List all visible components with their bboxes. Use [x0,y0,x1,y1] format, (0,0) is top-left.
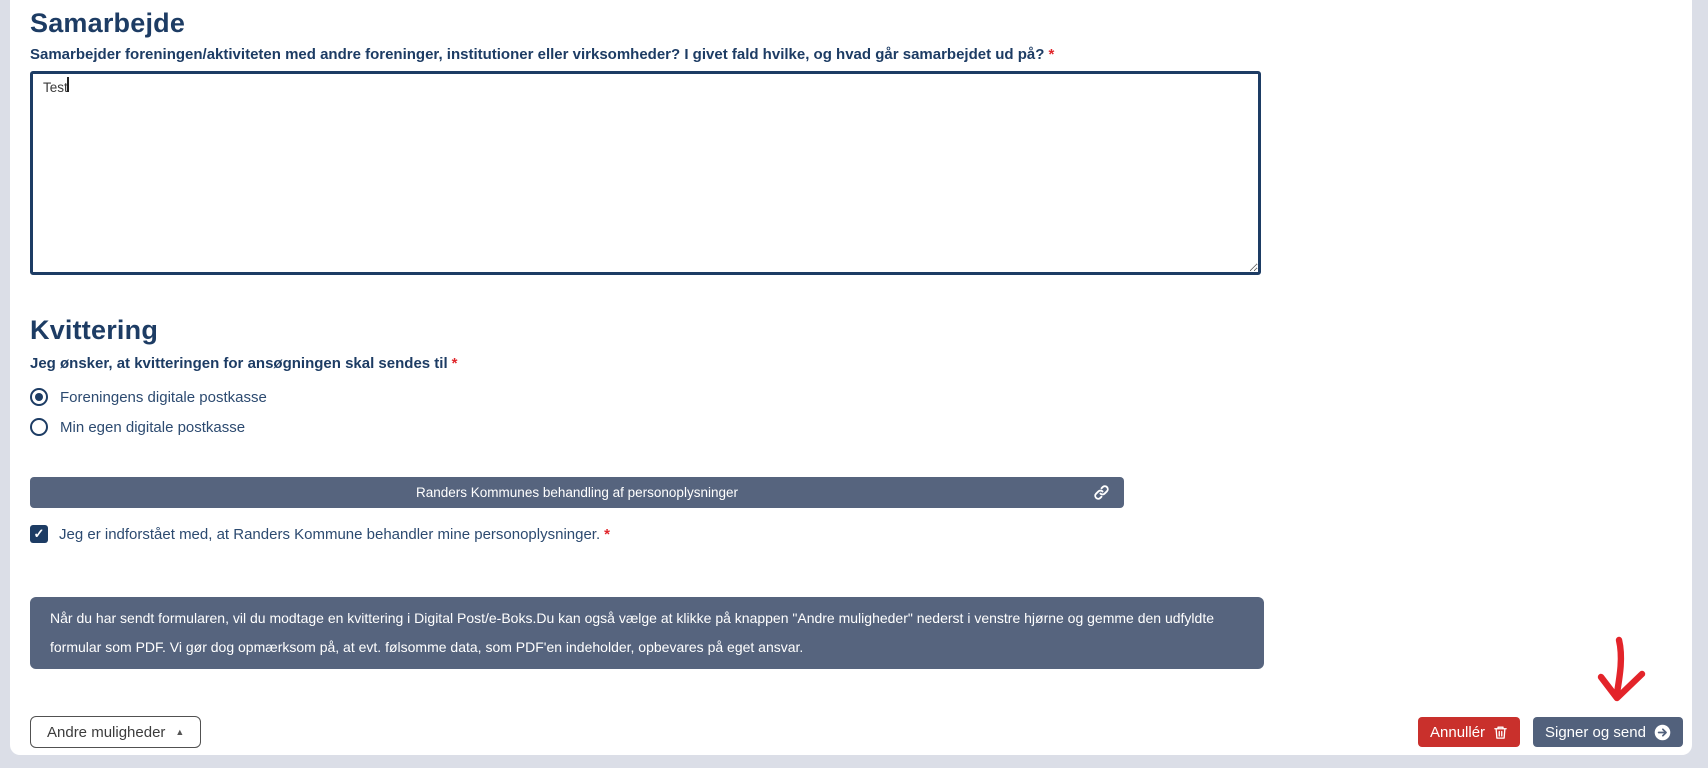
signer-og-send-button[interactable] [1533,717,1683,747]
kvittering-question-label [30,355,457,372]
radio-button-selected-icon[interactable] [30,388,48,406]
text-cursor [67,77,69,92]
checkbox-checked-icon[interactable]: ✓ [30,525,48,543]
required-asterisk: * [1048,46,1055,63]
consent-label [59,526,610,543]
link-icon [1093,484,1110,501]
privacy-link-label: Randers Kommunes behandling af personoplysninger [416,485,738,500]
signer-og-send-label: Signer og send [1545,723,1646,741]
submission-info-box: Når du har sendt formularen, vil du modtage en kvittering i Digital Post/e-Boks.Du kan også vælge at klikke på knappen "Andre muligheder" nederst i venstre hjørne og gemme den udfyldte formular som PDF. Vi gør dog opmærksom på, at evt. følsomme data, som PDF'en indeholder, opbevares på eget ansvar. [30,597,1264,669]
consent-text: Jeg er indforstået med, at Randers Kommune behandler mine personoplysninger. [59,525,601,543]
trash-icon [1493,725,1508,740]
section-heading-kvittering: Kvittering [30,315,159,345]
kvittering-question-text: Jeg ønsker, at kvitteringen for ansøgningen skal sendes til [30,355,448,372]
annuller-label: Annullér [1430,723,1486,741]
radio-button-unselected-icon[interactable] [30,418,48,436]
radio-option-label: Min egen digitale postkasse [60,418,246,436]
andre-muligheder-button[interactable] [30,716,201,748]
radio-option-foreningens-postkasse[interactable] [30,387,267,407]
annuller-button[interactable] [1418,717,1520,747]
samarbejde-question-text: Samarbejder foreningen/aktiviteten med andre foreninger, institutioner eller virksomheder? I givet fald hvilke, og hvad går samarbejdet ud på? [30,46,1045,63]
hand-drawn-arrow-annotation [1595,635,1657,709]
samarbejde-textarea[interactable] [30,71,1261,275]
form-card [10,0,1692,755]
samarbejde-question-label [30,46,1054,63]
privacy-link-banner[interactable] [30,477,1124,508]
arrow-right-circle-icon [1654,724,1671,741]
consent-checkbox-row[interactable] [30,525,610,543]
radio-option-label: Foreningens digitale postkasse [60,388,267,406]
andre-muligheder-label: Andre muligheder [47,723,166,741]
required-asterisk: * [604,525,610,543]
section-heading-samarbejde: Samarbejde [30,8,186,38]
required-asterisk: * [451,355,458,372]
chevron-up-icon: ▲ [175,727,185,737]
radio-option-min-egen-postkasse[interactable] [30,417,245,437]
